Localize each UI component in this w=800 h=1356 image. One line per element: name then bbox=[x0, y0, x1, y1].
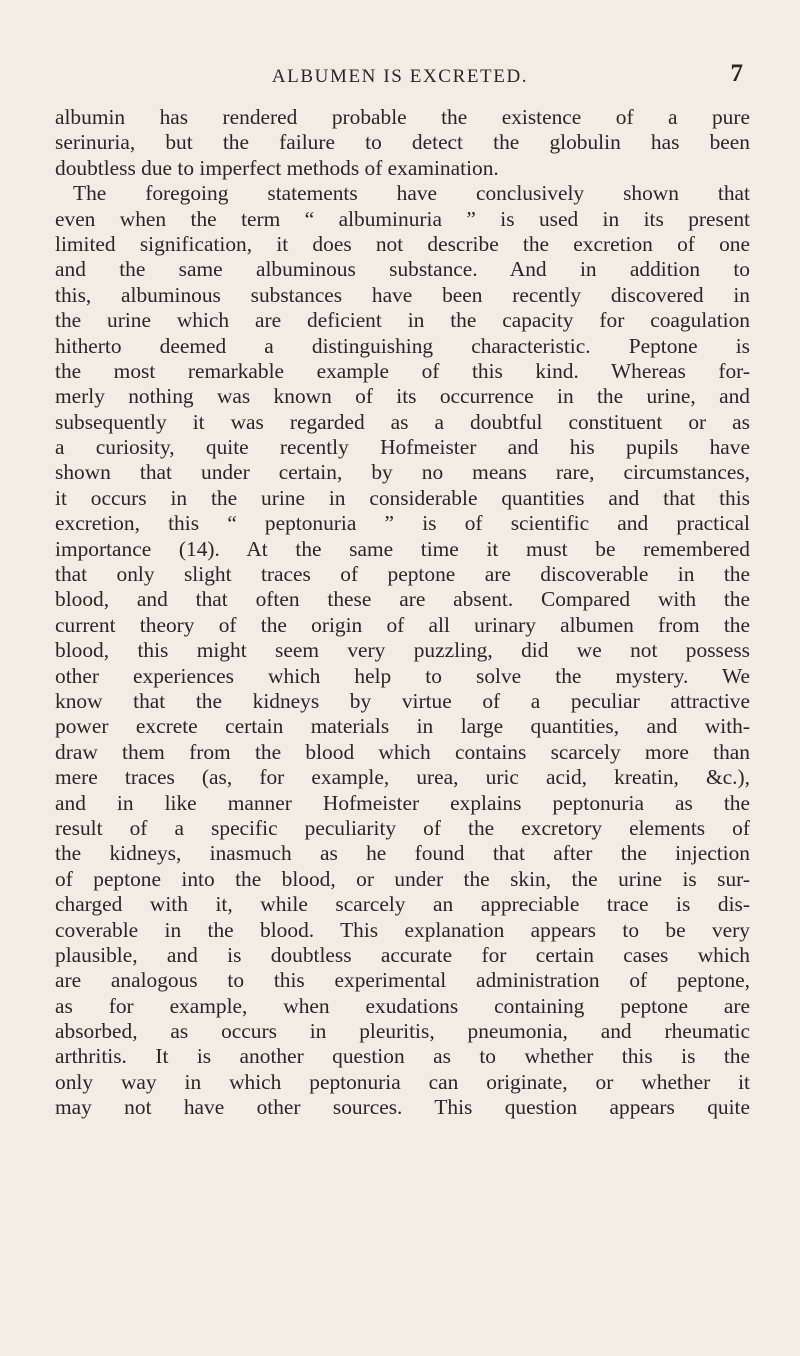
text-line: importance (14). At the same time it must be remembered bbox=[55, 536, 750, 561]
text-line: charged with it, while scarcely an appreciable trace is dis- bbox=[55, 892, 750, 917]
text-line: limited signification, it does not describe the excretion of one bbox=[55, 231, 750, 256]
running-head-title: ALBUMEN IS EXCRETED. bbox=[271, 66, 529, 87]
text-line: plausible, and is doubtless accurate for certain cases which bbox=[55, 942, 750, 967]
text-line-paragraph-end: doubtless due to imperfect methods of examination. bbox=[55, 155, 499, 180]
text-line: even when the term “ albuminuria ” is used in its present bbox=[55, 206, 750, 231]
text-line: it occurs in the urine in considerable quantities and that this bbox=[55, 485, 750, 510]
text-line: shown that under certain, by no means rare, circumstances, bbox=[55, 460, 750, 485]
running-head bbox=[55, 60, 745, 94]
text-line-paragraph-start: The foregoing statements have conclusively shown that bbox=[73, 181, 750, 206]
text-line: arthritis. It is another question as to whether this is the bbox=[55, 1044, 750, 1069]
text-line: are analogous to this experimental administration of peptone, bbox=[55, 968, 750, 993]
text-line: a curiosity, quite recently Hofmeister and his pupils have bbox=[55, 435, 750, 460]
text-line: and the same albuminous substance. And in addition to bbox=[55, 257, 750, 282]
text-line: mere traces (as, for example, urea, uric acid, kreatin, &c.), bbox=[55, 765, 750, 790]
text-line: may not have other sources. This question appears quite bbox=[55, 1095, 750, 1120]
text-line: draw them from the blood which contains scarcely more than bbox=[55, 739, 750, 764]
text-line: the urine which are deficient in the capacity for coagulation bbox=[55, 308, 750, 333]
text-line: know that the kidneys by virtue of a peculiar attractive bbox=[55, 688, 750, 713]
text-line: current theory of the origin of all urinary albumen from the bbox=[55, 612, 750, 637]
text-line: power excrete certain materials in large quantities, and with- bbox=[55, 714, 750, 739]
text-line: this, albuminous substances have been recently discovered in bbox=[55, 282, 750, 307]
body-text bbox=[55, 105, 750, 1121]
text-line: blood, this might seem very puzzling, did we not possess bbox=[55, 638, 750, 663]
text-line: and in like manner Hofmeister explains peptonuria as the bbox=[55, 790, 750, 815]
text-line: coverable in the blood. This explanation appears to be very bbox=[55, 917, 750, 942]
text-line: merly nothing was known of its occurrence in the urine, and bbox=[55, 384, 750, 409]
text-line: hitherto deemed a distinguishing characteristic. Peptone is bbox=[55, 333, 750, 358]
text-line: the kidneys, inasmuch as he found that after the injection bbox=[55, 841, 750, 866]
text-line: blood, and that often these are absent. Compared with the bbox=[55, 587, 750, 612]
text-line: absorbed, as occurs in pleuritis, pneumonia, and rheumatic bbox=[55, 1019, 750, 1044]
text-line: of peptone into the blood, or under the skin, the urine is sur- bbox=[55, 866, 750, 891]
text-line: albumin has rendered probable the existence of a pure bbox=[55, 105, 750, 129]
text-line: other experiences which help to solve the mystery. We bbox=[55, 663, 750, 688]
text-line: the most remarkable example of this kind. Whereas for- bbox=[55, 358, 750, 383]
text-line: only way in which peptonuria can originate, or whether it bbox=[55, 1069, 750, 1094]
page-number: 7 bbox=[730, 60, 743, 87]
text-line: that only slight traces of peptone are discoverable in the bbox=[55, 562, 750, 587]
text-line: excretion, this “ peptonuria ” is of scientific and practical bbox=[55, 511, 750, 536]
text-line: result of a specific peculiarity of the excretory elements of bbox=[55, 815, 750, 840]
text-line: as for example, when exudations containing peptone are bbox=[55, 993, 750, 1018]
text-line: serinuria, but the failure to detect the globulin has been bbox=[55, 130, 750, 155]
text-line: subsequently it was regarded as a doubtful constituent or as bbox=[55, 409, 750, 434]
